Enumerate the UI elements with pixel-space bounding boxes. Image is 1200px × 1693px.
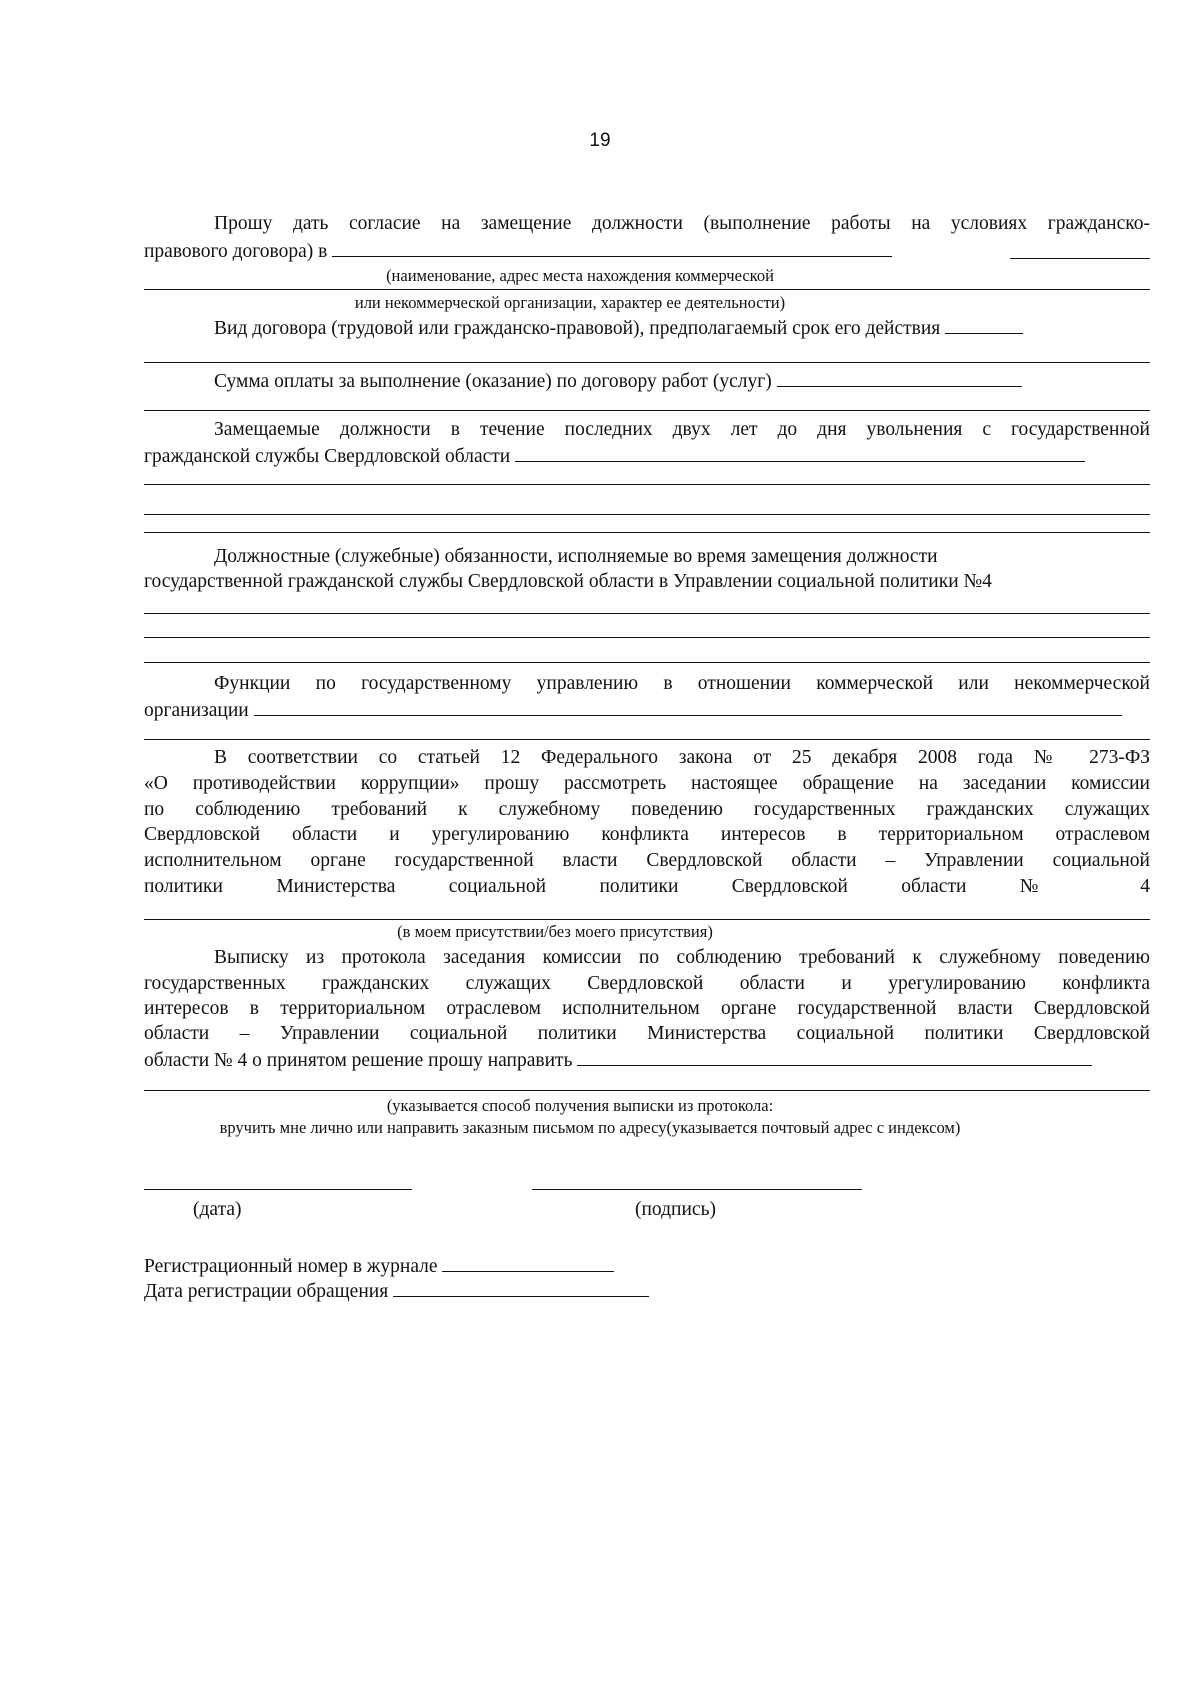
signature-caption: (подпись) — [635, 1199, 716, 1220]
contract-type-line — [144, 315, 1150, 341]
date-field[interactable] — [144, 1189, 412, 1190]
registration-date-field[interactable] — [393, 1278, 649, 1297]
law-line-5: исполнительном органе государственной власти Свердловской области – Управлении социальной — [144, 850, 1150, 871]
law-line-2: «О противодействии коррупции» прошу рассмотреть настоящее обращение на заседании комиссии — [144, 773, 1150, 794]
contract-type-label: Вид договора (трудовой или гражданско-правовой), предполагаемый срок его действия — [214, 318, 941, 339]
request-line-2-text: правового договора) в — [144, 241, 328, 262]
registration-date-label: Дата регистрации обращения — [144, 1281, 389, 1302]
registration-date-line — [144, 1278, 1150, 1304]
duties-field-3[interactable] — [144, 662, 1150, 663]
duties-line-2: государственной гражданской службы Свердловской области в Управлении социальной политики №4 — [144, 571, 992, 592]
extract-line-4: области – Управлении социальной политики Министерства социальной политики Свердловской — [144, 1023, 1150, 1044]
caption-extract-1: (указывается способ получения выписки из протокола: — [386, 1096, 774, 1115]
functions-field[interactable] — [254, 697, 1122, 716]
extract-line-3: интересов в территориальном отраслевом исполнительном органе государственной власти Свердловской — [144, 998, 1150, 1019]
positions-field-4[interactable] — [144, 532, 1150, 533]
caption-org-2: или некоммерческой организации, характер ее деятельности) — [354, 293, 786, 312]
caption-presence: (в моем присутствии/без моего присутствия) — [397, 922, 713, 941]
law-line-6: политики Министерства социальной политики Свердловской области № 4 — [144, 876, 1150, 897]
functions-line-2 — [144, 697, 1150, 723]
org-address-field[interactable] — [144, 289, 1150, 290]
extract-method-field[interactable] — [577, 1047, 1092, 1066]
positions-field-2[interactable] — [144, 484, 1150, 485]
payment-label: Сумма оплаты за выполнение (оказание) по договору работ (услуг) — [214, 371, 772, 392]
extract-label: области № 4 о принятом решение прошу направить — [144, 1050, 573, 1071]
date-caption: (дата) — [193, 1199, 242, 1220]
signature-field[interactable] — [532, 1189, 862, 1190]
payment-field-2[interactable] — [144, 410, 1150, 411]
law-line-1: В соответствии со статьей 12 Федерального закона от 25 декабря 2008 года № 273-ФЗ — [214, 747, 1150, 768]
caption-org-1: (наименование, адрес места нахождения коммерческой — [386, 266, 774, 285]
registration-number-label: Регистрационный номер в журнале — [144, 1256, 438, 1277]
contract-type-field[interactable] — [945, 315, 1023, 334]
registration-number-field[interactable] — [442, 1253, 614, 1272]
caption-extract-2: вручить мне лично или направить заказным письмом по адресу(указывается почтовый адрес с индексом) — [219, 1118, 961, 1137]
functions-line-1: Функции по государственному управлению в отношении коммерческой или некоммерческой — [214, 673, 1150, 694]
law-line-4: Свердловской области и урегулированию конфликта интересов в территориальном отраслевом — [144, 824, 1150, 845]
payment-line — [144, 368, 1150, 394]
extract-line-2: государственных гражданских служащих Свердловской области и урегулированию конфликта — [144, 973, 1150, 994]
page-number: 19 — [589, 130, 611, 151]
extract-method-field-2[interactable] — [144, 1090, 1150, 1091]
contract-type-field-2[interactable] — [144, 362, 1150, 363]
duties-field-2[interactable] — [144, 637, 1150, 638]
positions-label: гражданской службы Свердловской области — [144, 446, 511, 467]
functions-label: организации — [144, 700, 249, 721]
extract-line-1: Выписку из протокола заседания комиссии по соблюдению требований к служебному поведению — [214, 947, 1150, 968]
positions-field[interactable] — [515, 443, 1085, 462]
org-name-field[interactable] — [332, 238, 892, 257]
duties-field-1[interactable] — [144, 613, 1150, 614]
request-line-2 — [144, 238, 1150, 264]
positions-field-3[interactable] — [144, 514, 1150, 515]
law-line-3: по соблюдению требований к служебному поведению государственных гражданских служащих — [144, 799, 1150, 820]
presence-field[interactable] — [144, 919, 1150, 920]
request-line-1: Прошу дать согласие на замещение должности (выполнение работы на условиях гражданско- — [214, 213, 1150, 234]
positions-line-1: Замещаемые должности в течение последних двух лет до дня увольнения с государственной — [214, 419, 1150, 440]
registration-number-line — [144, 1253, 1150, 1279]
functions-field-2[interactable] — [144, 739, 1150, 740]
extract-line-5 — [144, 1047, 1150, 1073]
payment-field[interactable] — [777, 368, 1022, 387]
duties-line-1: Должностные (служебные) обязанности, исполняемые во время замещения должности — [214, 546, 938, 567]
org-name-field-tail[interactable] — [1010, 258, 1150, 259]
positions-line-2 — [144, 443, 1150, 469]
